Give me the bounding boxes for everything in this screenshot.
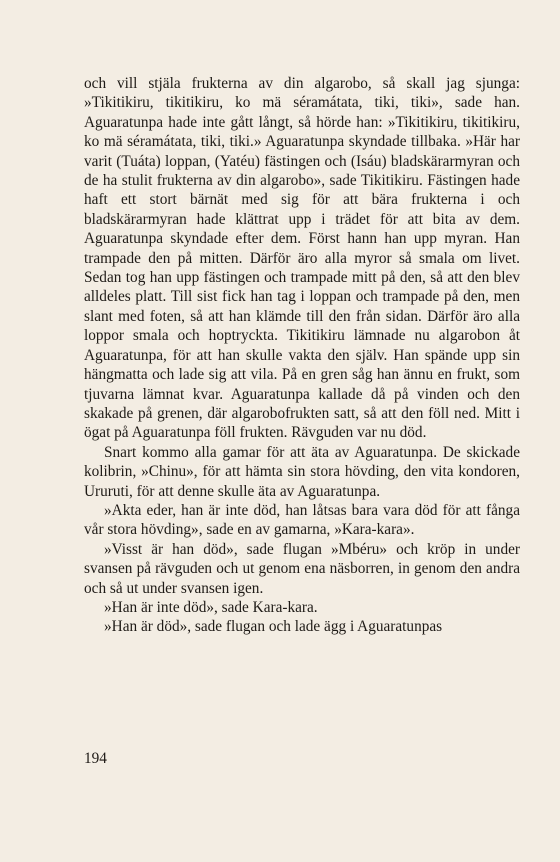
paragraph-1: och vill stjäla frukterna av din algarobo, så skall jag sjunga: »Tikitikiru, tikitikiru, ko mä séramátata, tiki, tiki», sade han. Aguaratunpa hade inte gått långt, så hörde han: »Tikitikiru, tikitikiru, ko mä séramátata, tiki, tiki.» Aguaratunpa skyndade tillbaka. »Här har varit (Tuáta) loppan, (Yatéu) fästingen och (Isáu) bladskärarmyran och de ha stulit frukterna av din algarobo», sade Tikitikiru. Fästingen hade haft ett stort bärnät med sig för att bära frukterna i och bladskärarmyran hade klättrat upp i trädet för att bita av dem. Aguaratunpa skyndade efter dem. Först hann han upp myran. Han trampade den på mitten. Därför äro alla myror så smala om livet. Sedan tog han upp fästingen och trampade mitt på den, så att den blev alldeles platt. Till sist fick han tag i loppan och trampade på den, men slant med foten, så att han klämde till den från sidan. Därför äro alla loppor smala och hoptryckta. Tikitikiru lämnade nu algarobon åt Aguaratunpa, för att han skulle vakta den själv. Han spände upp sin hängmatta och lade sig att vila. På en gren såg han ännu en frukt, som tjuvarna lämnat kvar. Aguaratunpa kallade då på vinden och den skakade på grenen, där algarobofrukten satt, så att den föll ned. Mitt i ögat på Aguaratunpa föll frukten. Rävguden var nu död.	[84, 75, 520, 442]
book-page	[84, 74, 520, 637]
paragraph-4: »Visst är han död», sade flugan »Mbéru» och kröp in under svansen på rävguden och ut genom ena näsborren, in genom den andra och så ut under svansen igen.	[84, 540, 520, 597]
paragraph-5: »Han är inte död», sade Kara-kara.	[104, 598, 318, 616]
page-number: 194	[84, 750, 107, 767]
body-text	[84, 74, 520, 637]
paragraph-6: »Han är död», sade flugan och lade ägg i Aguaratunpas	[104, 618, 443, 636]
paragraph-3: »Akta eder, han är inte död, han låtsas bara vara död för att fånga vår stora hövding», sade en av gamarna, »Kara-kara».	[84, 501, 520, 539]
paragraph-2: Snart kommo alla gamar för att äta av Aguaratunpa. De skickade kolibrin, »Chinu», för att hämta sin stora hövding, den vita kondoren, Ururuti, för att denne skulle äta av Aguaratunpa.	[84, 443, 520, 500]
